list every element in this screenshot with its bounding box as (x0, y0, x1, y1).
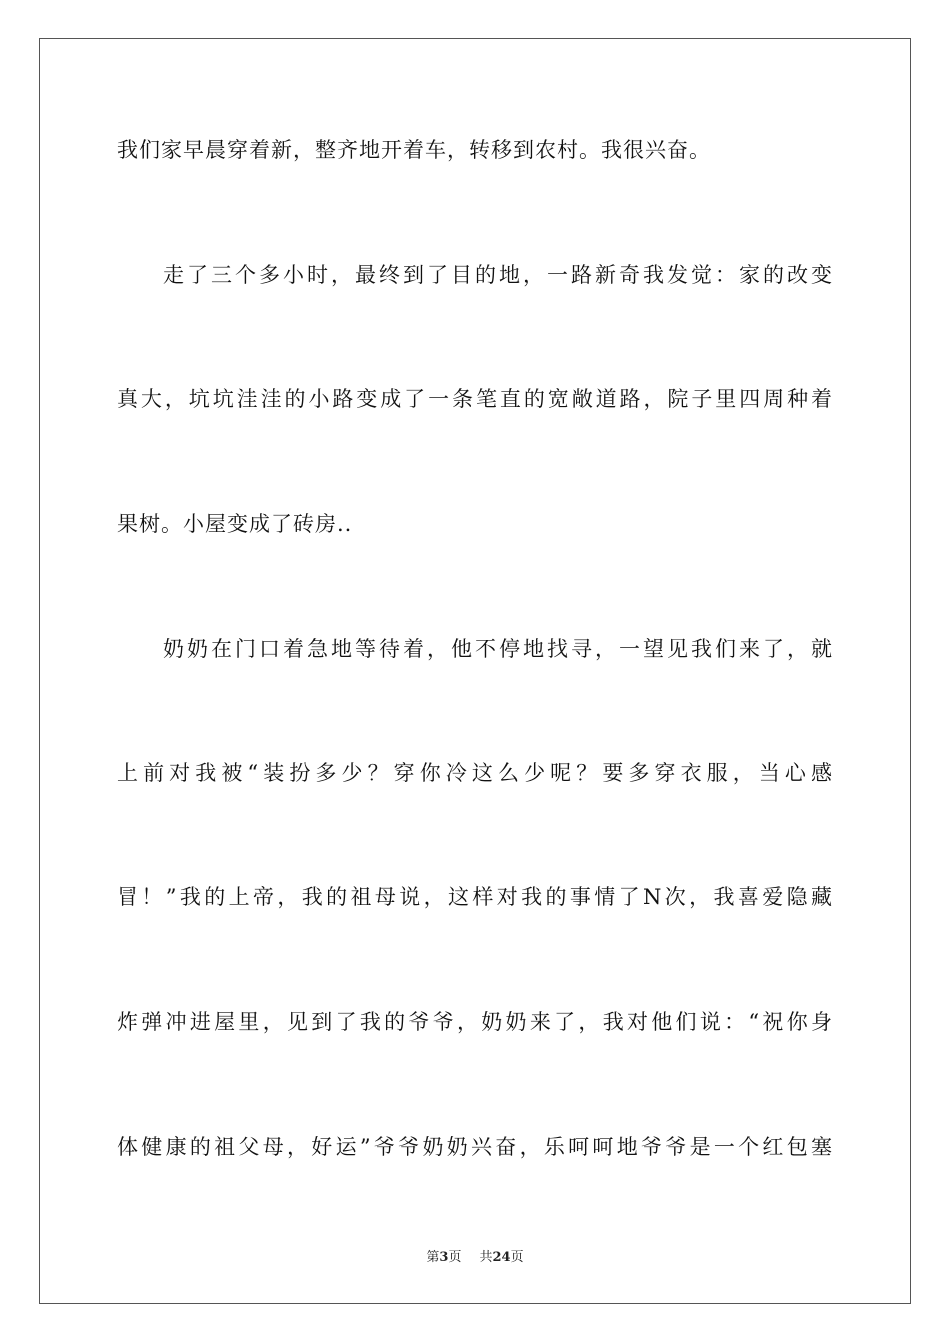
paragraph-line-4: 果树。小屋变成了砖房.. (117, 512, 353, 536)
page-total-count: 24 (492, 1250, 511, 1265)
page-number-prefix: 第 (426, 1250, 440, 1265)
paragraph-line-2: 走了三个多小时，最终到了目的地，一路新奇我发觉：家的改变 (163, 263, 833, 287)
page-total-prefix: 共 (479, 1250, 493, 1265)
paragraph-line-9: 体健康的祖父母，好运”爷爷奶奶兴奋，乐呵呵地爷爷是一个红包塞 (117, 1135, 833, 1159)
paragraph-line-1: 我们家早晨穿着新，整齐地开着车，转移到农村。我很兴奋。 (117, 138, 711, 162)
paragraph-line-7: 冒！”我的上帝，我的祖母说，这样对我的事情了N次，我喜爱隐藏 (117, 885, 833, 909)
page-number-current: 3 (439, 1250, 449, 1265)
page-border (39, 38, 911, 1304)
paragraph-line-6: 上前对我被“装扮多少？穿你冷这么少呢？要多穿衣服，当心感 (117, 761, 833, 785)
paragraph-line-5: 奶奶在门口着急地等待着，他不停地找寻，一望见我们来了，就 (163, 637, 833, 661)
page-number-suffix: 页 (448, 1250, 462, 1265)
page-footer (0, 1250, 950, 1266)
page-total-suffix: 页 (510, 1250, 524, 1265)
paragraph-line-8: 炸弹冲进屋里，见到了我的爷爷，奶奶来了，我对他们说：“祝你身 (117, 1010, 833, 1034)
paragraph-line-3: 真大，坑坑洼洼的小路变成了一条笔直的宽敞道路，院子里四周种着 (117, 387, 833, 411)
